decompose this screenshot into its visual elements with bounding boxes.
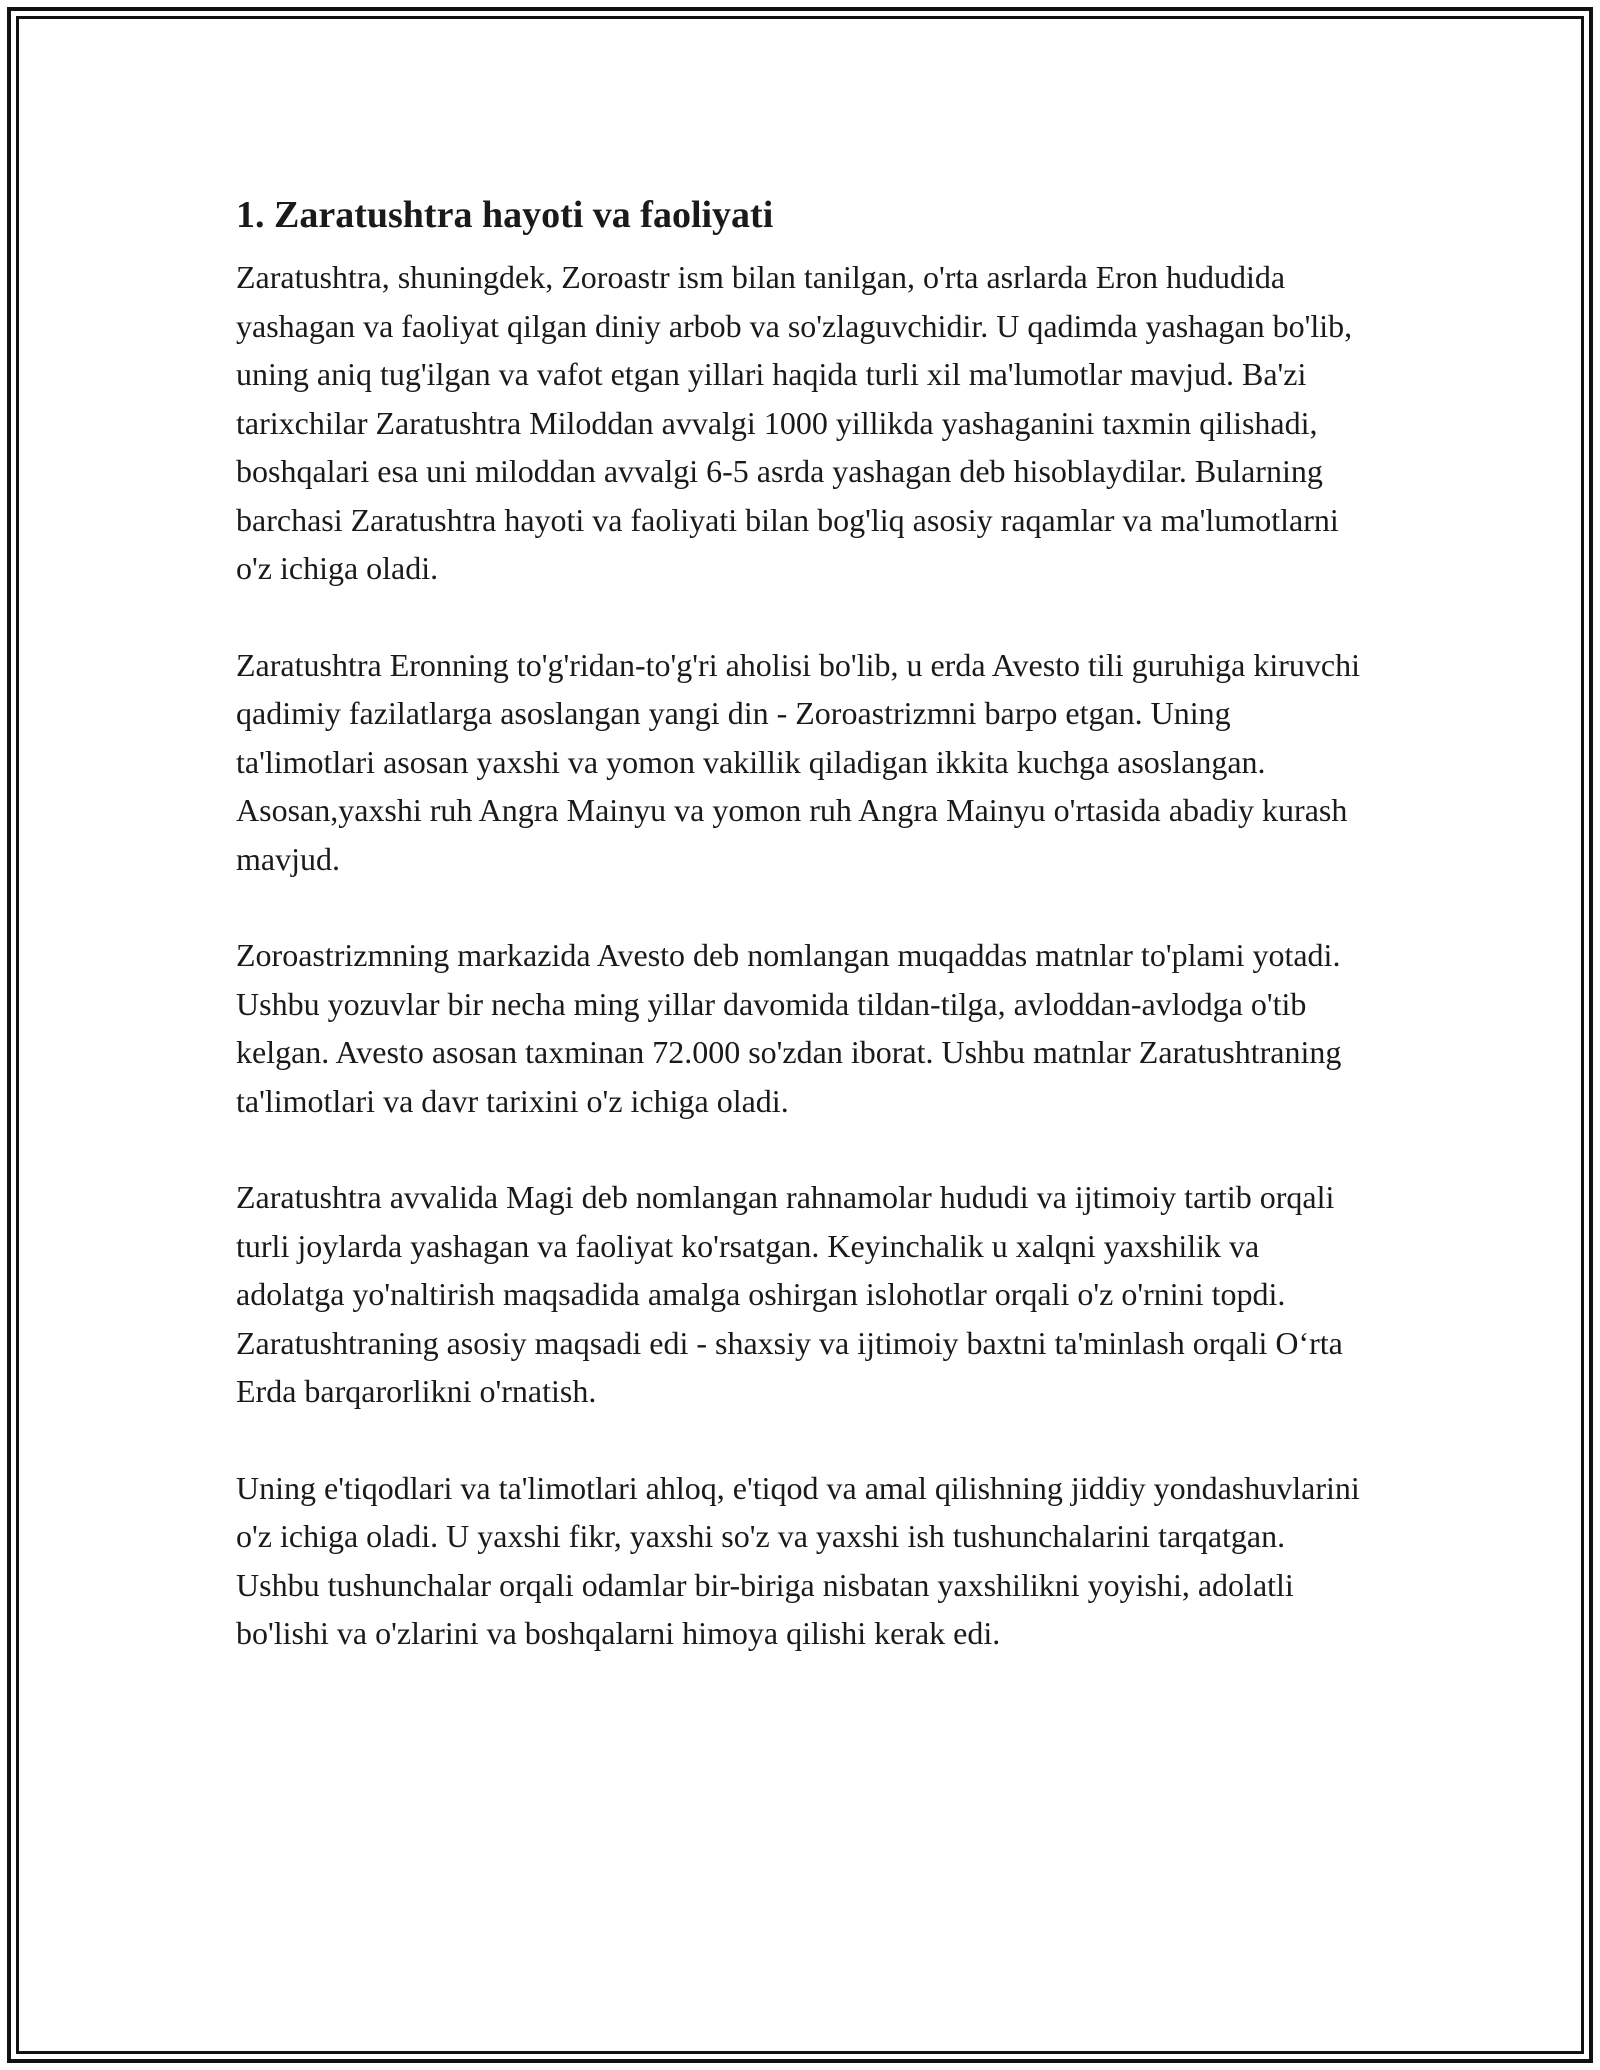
paragraph-4: Zaratushtra avvalida Magi deb nomlangan rahnamolar hududi va ijtimoiy tartib orqali turli joylarda yashagan va faoliyat ko'rsatgan. Keyinchalik u xalqni yaxshilik va adolatga yo'naltirish maqsadida amalga oshirgan islohotlar orqali o'z o'rnini topdi. Zaratushtraning asosiy maqsadi edi - shaxsiy va ijtimoiy baxtni ta'minlash orqali O‘rta Erda barqarorlikni o'rnatish. — [236, 1179, 1343, 1409]
paragraph-5: Uning e'tiqodlari va ta'limotlari ahloq, e'tiqod va amal qilishning jiddiy yondashuvlarini o'z ichiga oladi. U yaxshi fikr, yaxshi so'z va yaxshi ish tushunchalarini tarqatgan. Ushbu tushunchalar orqali odamlar bir-biriga nisbatan yaxshilikni yoyishi, adolatli bo'lishi va o'zlarini va boshqalarni himoya qilishi kerak edi. — [236, 1469, 1360, 1651]
section-heading: 1. Zaratushtra hayoti va faoliyati — [236, 194, 774, 236]
paragraph-1: Zaratushtra, shuningdek, Zoroastr ism bilan tanilgan, o'rta asrlarda Eron hududida yashagan va faoliyat qilgan diniy arbob va so'zlaguvchidir. U qadimda yashagan bo'lib, uning aniq tug'ilgan va vafot etgan yillari haqida turli xil ma'lumotlar mavjud. Ba'zi tarixchilar Zaratushtra Miloddan avvalgi 1000 yillikda yashaganini taxmin qilishadi, boshqalari esa uni miloddan avvalgi 6-5 asrda yashagan deb hisoblaydilar. Bularning barchasi Zaratushtra hayoti va faoliyati bilan bog'liq asosiy raqamlar va ma'lumotlarni o'z ichiga oladi. — [236, 259, 1353, 586]
document-body — [236, 185, 1366, 1706]
paragraph-2: Zaratushtra Eronning to'g'ridan-to'g'ri aholisi bo'lib, u erda Avesto tili guruhiga kiruvchi qadimiy fazilatlarga asoslangan yangi din - Zoroastrizmni barpo etgan. Uning ta'limotlari asosan yaxshi va yomon vakillik qiladigan ikkita kuchga asoslangan. Asosan,yaxshi ruh Angra Mainyu va yomon ruh Angra Mainyu o'rtasida abadiy kurash mavjud. — [236, 646, 1360, 877]
paragraph-3: Zoroastrizmning markazida Avesto deb nomlangan muqaddas matnlar to'plami yotadi. Ushbu yozuvlar bir necha ming yillar davomida tildan-tilga, avloddan-avlodga o'tib kelgan. Avesto asosan taxminan 72.000 so'zdan iborat. Ushbu matnlar Zaratushtraning ta'limotlari va davr tarixini o'z ichiga oladi. — [236, 937, 1342, 1119]
